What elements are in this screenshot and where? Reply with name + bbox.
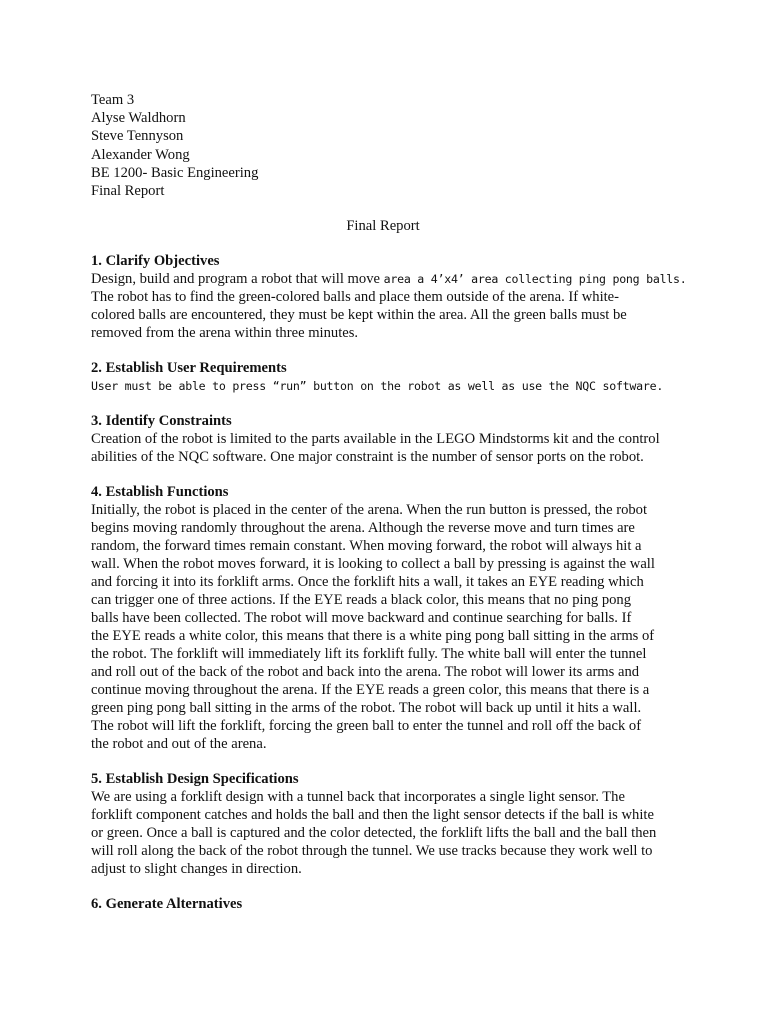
paragraph-line: or green. Once a ball is captured and the color detected, the forklift lifts the ball and the ball then [91,825,657,842]
section-heading: 2. Establish User Requirements [91,360,287,377]
paragraph-line: The robot has to find the green-colored balls and place them outside of the arena. If white- [91,289,620,306]
member-name: Steve Tennyson [91,128,184,145]
section-heading: 5. Establish Design Specifications [91,771,299,788]
section-design-specifications [91,770,691,878]
paragraph-line: We are using a forklift design with a tunnel back that incorporates a single light sensor. The [91,789,625,806]
section-heading: 1. Clarify Objectives [91,253,220,270]
paragraph-line: random, the forward times remain constant. When moving forward, the robot will always hit a [91,538,642,555]
paragraph-line: The robot will lift the forklift, forcing the green ball to enter the tunnel and roll off the back of [91,718,642,735]
paragraph-line: adjust to slight changes in direction. [91,861,302,878]
team-name: Team 3 [91,92,135,108]
paragraph-line: the EYE reads a white color, this means that there is a white ping pong ball sitting in the arms of [91,628,655,645]
document-page [91,91,691,913]
paragraph-line: and forcing it into its forklift arms. Once the forklift hits a wall, it takes an EYE reading which [91,574,644,591]
paragraph-line: will roll along the back of the robot through the tunnel. We use tracks because they work well to [91,843,653,860]
section-heading: 3. Identify Constraints [91,413,232,430]
paragraph-line: begins moving randomly throughout the arena. Although the reverse move and turn times are [91,520,635,537]
member-name: Alexander Wong [91,146,190,163]
page-title: Final Report [346,218,420,235]
document-header [91,91,691,200]
paragraph-line: can trigger one of three actions. If the EYE reads a black color, this means that no ping pong [91,592,632,609]
section-heading: 6. Generate Alternatives [91,896,243,913]
paragraph-line: the robot and out of the arena. [91,736,267,753]
course-name: BE 1200- Basic Engineering [91,164,259,181]
objective-text: Design, build and program a robot that will move area a 4’x4’ area collecting ping pong balls. [91,271,687,288]
paragraph-line: wall. When the robot moves forward, it is looking to collect a ball by pressing is against the wall [91,556,655,573]
section-user-requirements [91,359,691,395]
section-constraints [91,412,691,466]
paragraph-line: removed from the arena within three minutes. [91,325,359,342]
section-generate-alternatives [91,895,691,913]
paragraph-line [91,270,691,288]
paragraph-line: green ping pong ball sitting in the arms of the robot. The robot will back up until it hits a wall. [91,700,642,717]
paragraph-line: the robot. The forklift will immediately lift its forklift fully. The white ball will enter the tunnel [91,646,647,663]
paragraph-line: forklift component catches and holds the ball and then the light sensor detects if the ball is white [91,807,654,824]
paragraph-line: abilities of the NQC software. One major constraint is the number of sensor ports on the robot. [91,449,644,466]
report-type: Final Report [91,182,165,199]
section-clarify-objectives [91,252,691,342]
section-heading: 4. Establish Functions [91,484,229,501]
member-name: Alyse Waldhorn [91,110,186,127]
paragraph-line: and roll out of the back of the robot and back into the arena. The robot will lower its arms and [91,664,640,681]
paragraph-line: continue moving throughout the arena. If the EYE reads a green color, this means that there is a [91,682,650,699]
section-functions [91,483,691,753]
paragraph-line: User must be able to press “run” button on the robot as well as use the NQC software. [91,379,664,394]
paragraph-line: Creation of the robot is limited to the parts available in the LEGO Mindstorms kit and the control [91,431,660,448]
paragraph-line: Initially, the robot is placed in the center of the arena. When the run button is pressed, the robot [91,502,648,519]
paragraph-line: colored balls are encountered, they must be kept within the area. All the green balls must be [91,307,627,324]
paragraph-line: balls have been collected. The robot will move backward and continue searching for balls. If [91,610,632,627]
